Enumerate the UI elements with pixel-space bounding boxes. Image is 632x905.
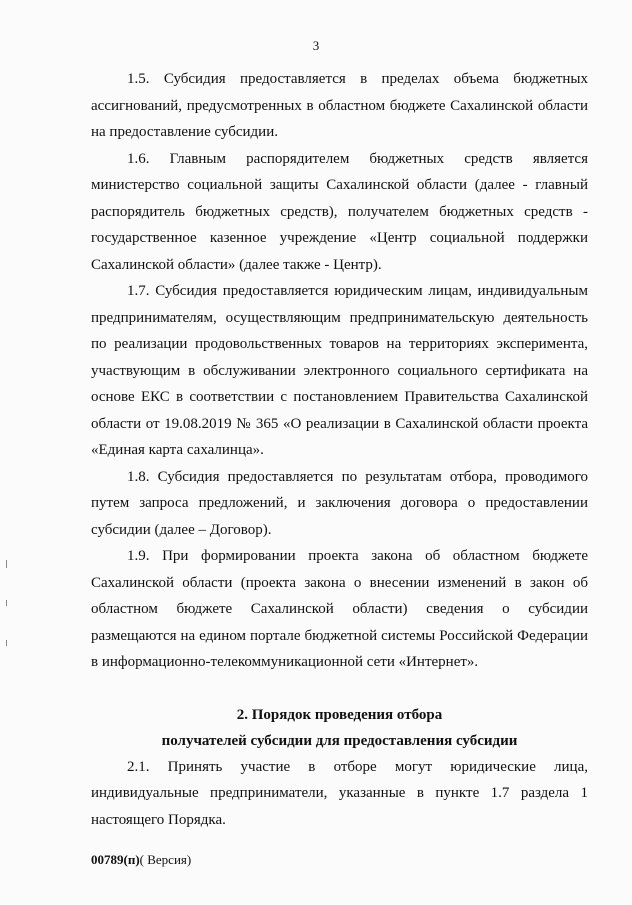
- page-number: 3: [312, 38, 320, 53]
- section-heading-line-1: 2. Порядок проведения отбора: [236, 706, 443, 723]
- paragraph-2-1: 2.1. Принять участие в отборе могут юридические лица, индивидуальные предприниматели, указанные в пункте 1.7 раздела 1 настоящего Порядка.: [91, 758, 588, 828]
- scan-margin-mark: [6, 560, 7, 568]
- document-footer: [91, 852, 191, 868]
- document-body: [91, 66, 588, 833]
- footer-version: ( Версия): [139, 852, 192, 867]
- paragraph-1-9: 1.9. При формировании проекта закона об областном бюджете Сахалинской области (проекта закона о внесении изменений в закон об областном бюджете Сахалинской области) сведения о субсидии размещаются на едином портале бюджетной системы Российской Федерации в информационно-телекоммуникационной сети «Интернет».: [91, 548, 588, 670]
- paragraph-1-7: 1.7. Субсидия предоставляется юридическим лицам, индивидуальным предпринимателям, осуществляющим предпринимательскую деятельность по реализации продовольственных товаров на территориях эксперимента, участвующим в обслуживании электронного социального сертификата на основе ЕКС в соответствии с постановлением Правительства Сахалинской области от 19.08.2019 № 365 «О реализации в Сахалинской области проекта «Единая карта сахалинца».: [91, 283, 588, 458]
- scan-margin-mark: [6, 600, 7, 606]
- footer-document-code: 00789(п): [91, 852, 140, 867]
- paragraph-1-8: 1.8. Субсидия предоставляется по результатам отбора, проводимого путем запроса предложений, и заключения договора о предоставлении субсидии (далее – Договор).: [91, 468, 588, 538]
- scan-margin-mark: [6, 640, 7, 646]
- section-heading-line-2: получателей субсидии для предоставления субсидии: [161, 732, 518, 749]
- paragraph-1-6: 1.6. Главным распорядителем бюджетных средств является министерство социальной защиты Сахалинской области (далее - главный распорядитель бюджетных средств), получателем бюджетных средств - государственное казенное учреждение «Центр социальной поддержки Сахалинской области» (далее также - Центр).: [91, 150, 588, 273]
- paragraph-1-5: 1.5. Субсидия предоставляется в пределах объема бюджетных ассигнований, предусмотренных в областном бюджете Сахалинской области на предоставление субсидии.: [91, 71, 588, 140]
